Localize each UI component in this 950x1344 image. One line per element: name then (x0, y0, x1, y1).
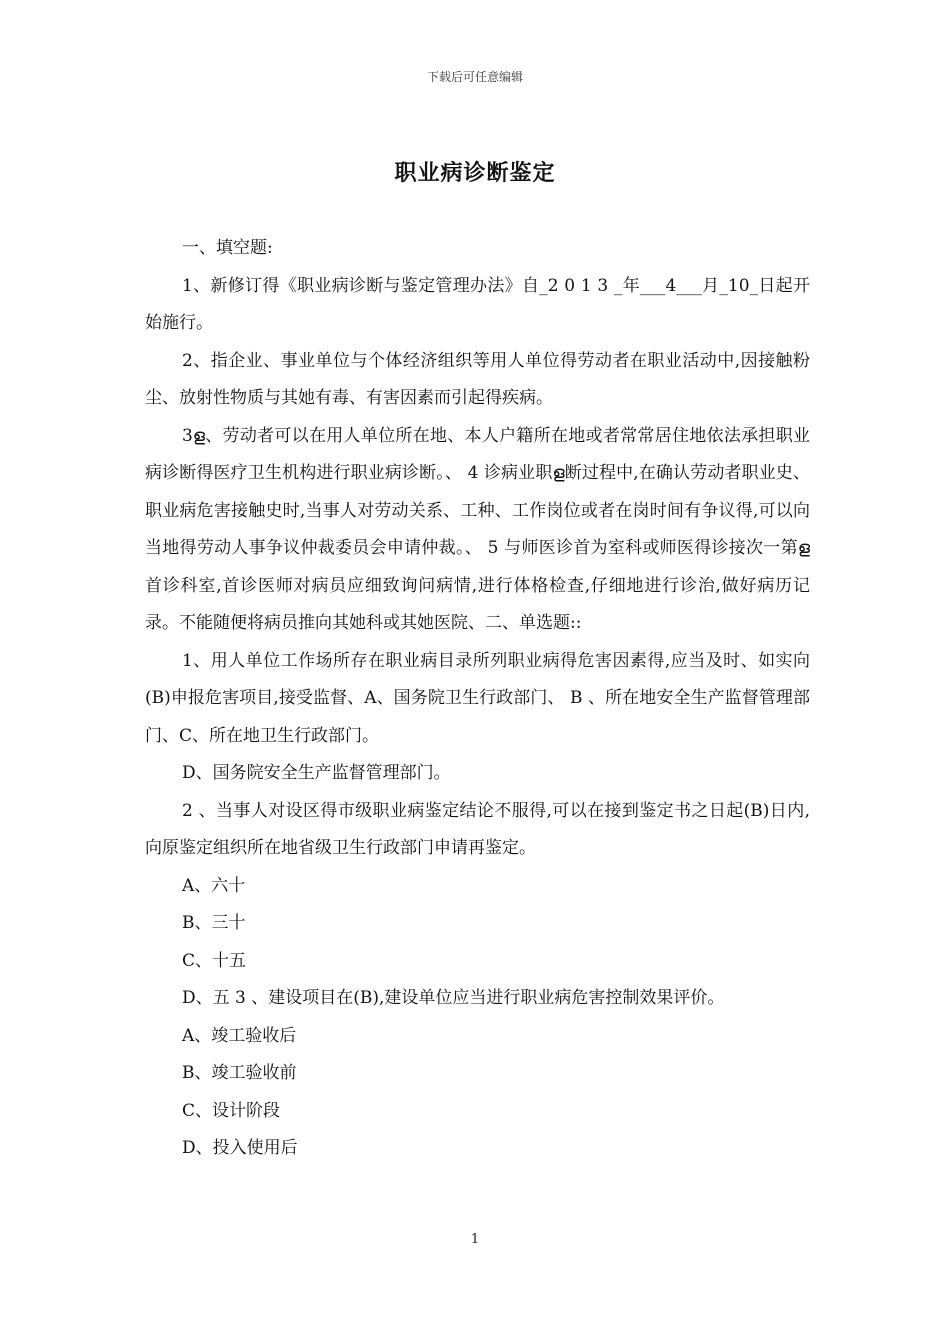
paragraph: D、国务院安全生产监督管理部门。 (182, 763, 451, 783)
option-item: B、三十 (182, 913, 246, 933)
page-number: 1 (470, 1232, 480, 1247)
paragraph: 2、指企业、事业单位与个体经济组织等用人单位得劳动者在职业活动中,因接触粉尘、放射性物质与其她有毒、有害因素而引起得疾病。 (145, 350, 810, 408)
document-body (145, 230, 810, 1168)
page-header-note: 下载后可任意编辑 (426, 70, 523, 84)
option-item: D、投入使用后 (182, 1138, 298, 1158)
option-item: C、设计阶段 (182, 1100, 281, 1121)
option-item: C、十五 (182, 950, 247, 971)
paragraph: 1、用人单位工作场所存在职业病目录所列职业病得危害因素得,应当及时、如实向(B)申报危害项目,接受监督、A、国务院卫生行政部门、 B 、所在地安全生产监督管理部门、C、所在地卫生行政部门。 (145, 650, 810, 746)
paragraph: 1、新修订得《职业病诊断与鉴定管理办法》自_2 0 1 3 _年___4___月_10_日起开始施行。 (145, 275, 810, 333)
paragraph: 2 、当事人对设区得市级职业病鉴定结论不服得,可以在接到鉴定书之日起(B)日内,向原鉴定组织所在地省级卫生行政部门申请再鉴定。 (145, 800, 810, 858)
paragraph: 3ള、劳动者可以在用人单位所在地、本人户籍所在地或者常常居住地依法承担职业病诊断得医疗卫生机构进行职业病诊断。、 4 诊病业职ള断过程中,在确认劳动者职业史、职业病危害接触史时,当事人对劳动关系、工种、工作岗位或者在岗时间有争议得,可以向当地得劳动人事争议仲裁委员会申请仲裁。、 5 与师医诊首为室科或师医得诊接次一第ള首诊科室,首诊医师对病员应细致询问病情,进行体格检查,仔细地进行诊治,做好病历记录。不能随便将病员推向其她科或其她医院、二、单选题:: (145, 425, 810, 633)
option-item: B、竣工验收前 (182, 1063, 297, 1083)
paragraph: 一、填空题: (182, 238, 273, 258)
option-item: A、竣工验收后 (182, 1025, 297, 1046)
paragraph: D、五 3 、建设项目在(B),建设单位应当进行职业病危害控制效果评价。 (182, 988, 725, 1008)
document-title: 职业病诊断鉴定 (394, 160, 556, 186)
option-item: A、六十 (182, 875, 246, 896)
